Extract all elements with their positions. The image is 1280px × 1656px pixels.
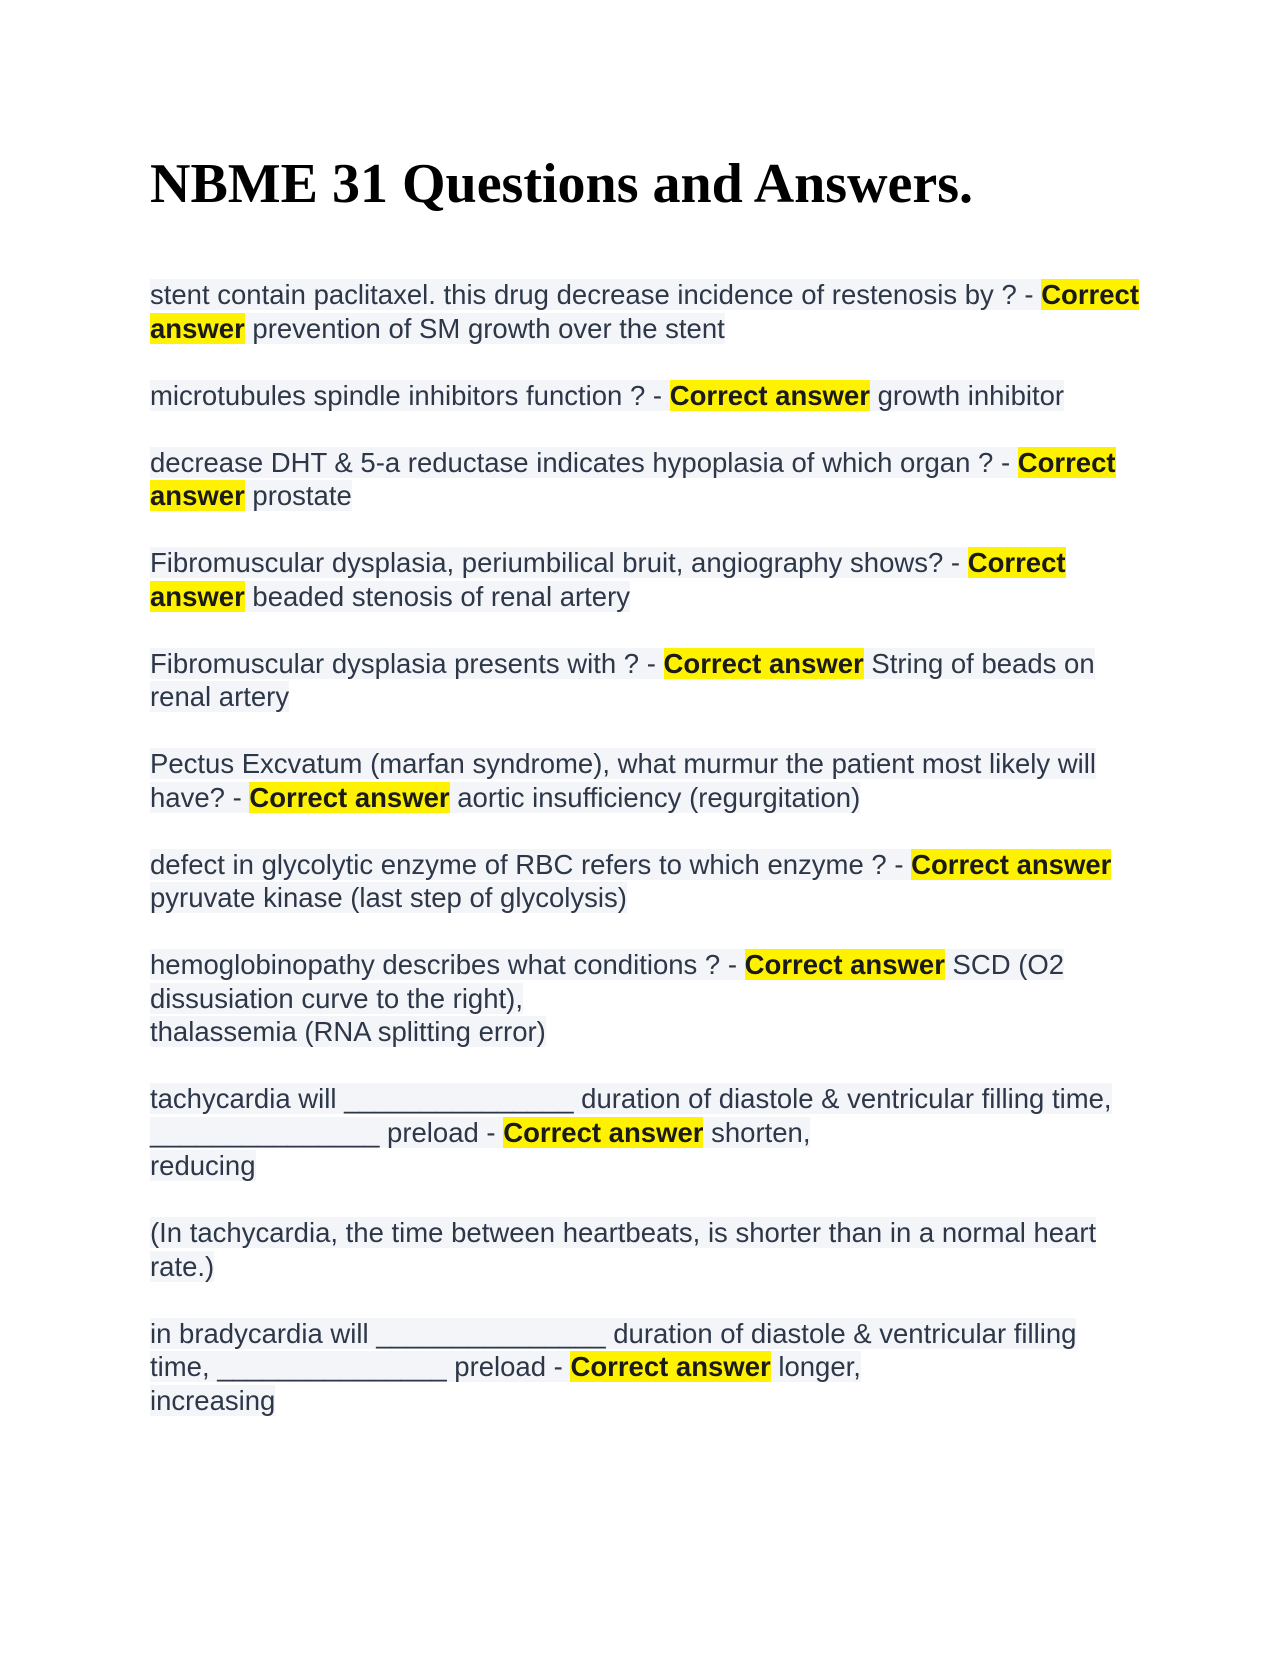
question-text: stent contain paclitaxel. this drug decrease incidence of restenosis by ? - (150, 279, 1042, 310)
document-page (150, 150, 1140, 1451)
qa-item (150, 379, 1140, 413)
correct-answer-label: Correct answer (150, 547, 1066, 612)
answer-text: String of beads on renal artery (150, 647, 1095, 712)
answer-text: SCD (O2 dissusiation curve to the right), (150, 949, 1065, 1014)
correct-answer-label: Correct answer (663, 647, 864, 679)
answer-text: longer, (770, 1351, 861, 1382)
question-text: Fibromuscular dysplasia, periumbilical bruit, angiography shows? - (150, 547, 968, 578)
qa-list (150, 278, 1140, 1417)
qa-item (150, 647, 1140, 714)
qa-item (150, 1317, 1140, 1418)
correct-answer-label: Correct answer (503, 1116, 704, 1148)
question-text: Fibromuscular dysplasia presents with ? - (150, 647, 664, 679)
note-text: (In tachycardia, the time between heartbeats, is shorter than in a normal heart rate.) (150, 1217, 1097, 1282)
correct-answer-label: Correct answer (744, 949, 945, 980)
answer-text: reducing (150, 1150, 256, 1181)
correct-answer-label: Correct answer (150, 446, 1116, 511)
answer-text: increasing (150, 1384, 276, 1416)
answer-text: aortic insufficiency (regurgitation) (449, 781, 861, 813)
qa-item (150, 278, 1140, 345)
question-text: hemoglobinopathy describes what conditions ? - (150, 949, 745, 980)
qa-item (150, 546, 1140, 613)
answer-text: thalassemia (RNA splitting error) (150, 1016, 546, 1047)
question-text: in bradycardia will _______________ duration of diastole & ventricular filling time, _______________ preload - (150, 1317, 1077, 1382)
correct-answer-label: Correct answer (911, 848, 1112, 880)
correct-answer-label: Correct answer (150, 279, 1139, 344)
answer-text: prostate (244, 480, 352, 511)
question-text: microtubules spindle inhibitors function ? - (150, 379, 670, 411)
qa-item (150, 446, 1140, 513)
correct-answer-label: Correct answer (669, 379, 870, 411)
qa-item (150, 1082, 1140, 1183)
answer-text: shorten, (703, 1116, 811, 1148)
qa-item (150, 848, 1140, 915)
answer-text: beaded stenosis of renal artery (244, 580, 631, 612)
answer-text: prevention of SM growth over the stent (244, 312, 725, 344)
question-text: tachycardia will _______________ duration of diastole & ventricular filling time, _______________ preload - (150, 1083, 1112, 1148)
question-text: decrease DHT & 5-a reductase indicates hypoplasia of which organ ? - (150, 446, 1018, 478)
answer-text: pyruvate kinase (last step of glycolysis) (150, 882, 627, 913)
answer-text: growth inhibitor (869, 379, 1065, 411)
page-title: NBME 31 Questions and Answers. (150, 153, 974, 215)
question-text: Pectus Excvatum (marfan syndrome), what murmur the patient most likely will have? - (150, 748, 1096, 813)
correct-answer-label: Correct answer (249, 781, 450, 813)
correct-answer-label: Correct answer (570, 1351, 771, 1382)
question-text: defect in glycolytic enzyme of RBC refers to which enzyme ? - (150, 848, 912, 880)
qa-item (150, 747, 1140, 814)
qa-item (150, 948, 1140, 1049)
qa-item (150, 1216, 1140, 1283)
